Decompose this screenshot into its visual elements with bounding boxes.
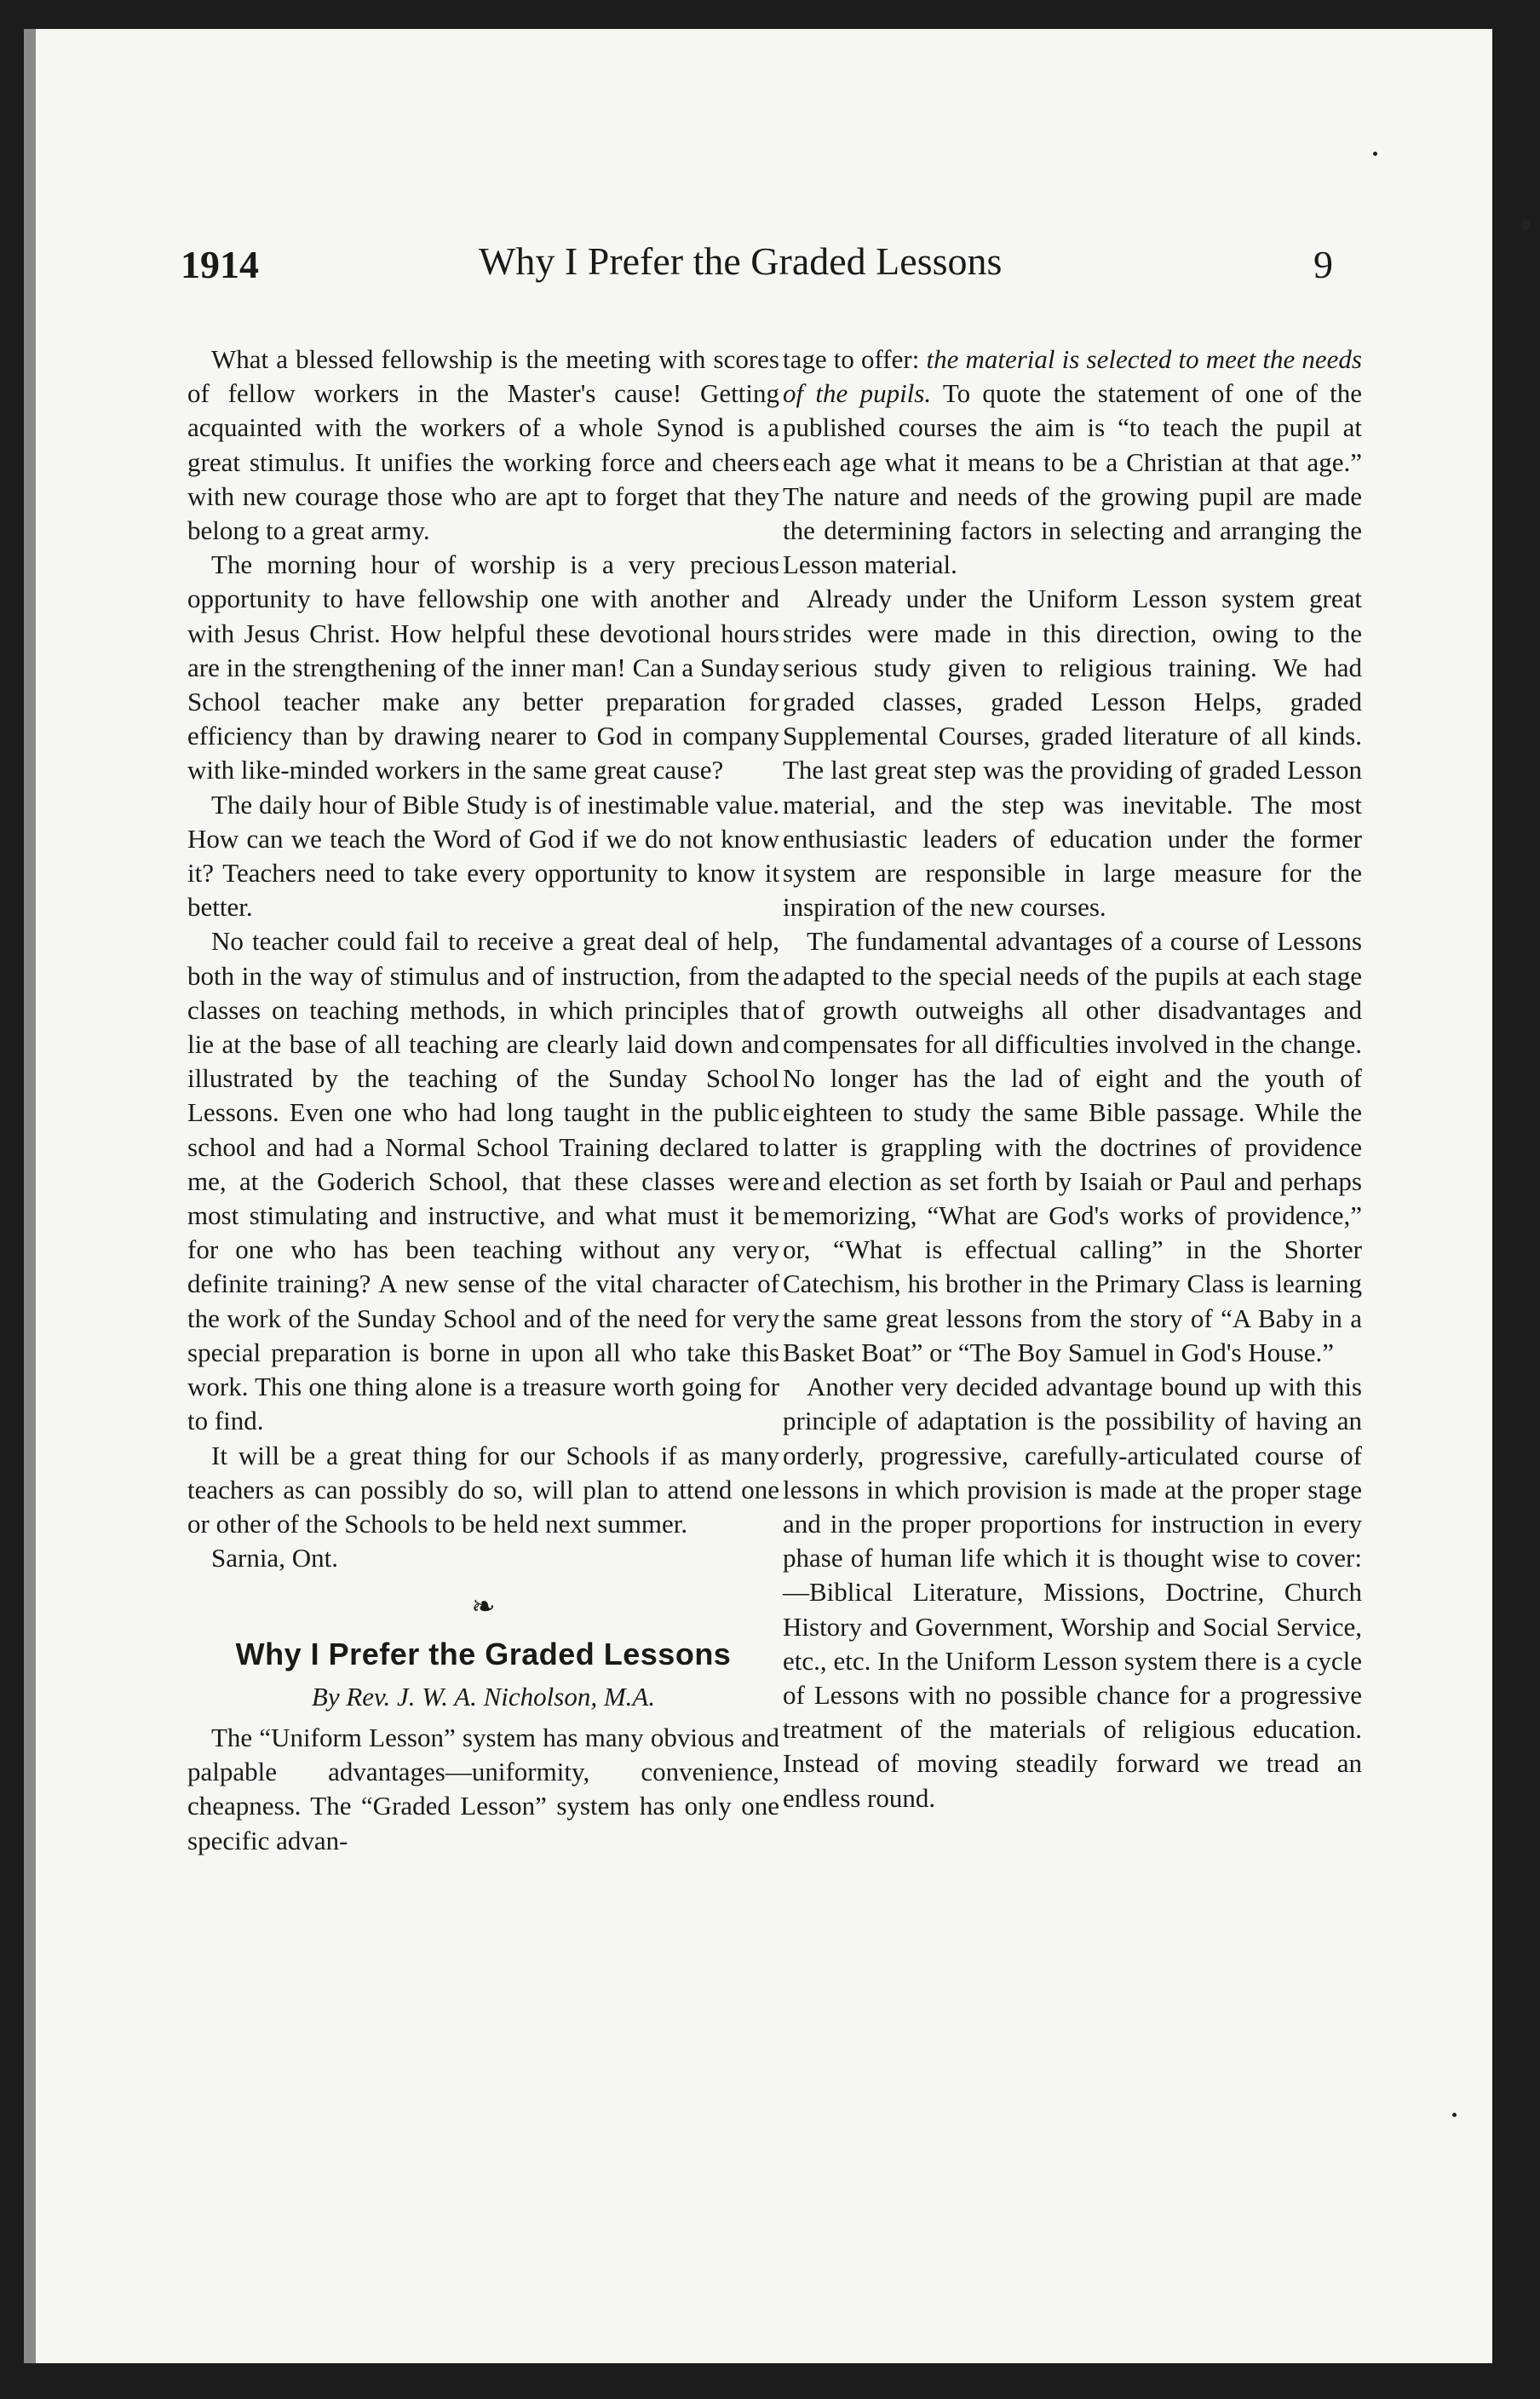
article-title: Why I Prefer the Graded Lessons bbox=[235, 1636, 732, 1671]
page-sheet bbox=[24, 29, 1492, 2363]
article-intro: The “Uniform Lesson” system has many obvious and palpable advantages—uniformity, convenience, cheapness. The “Graded Lesson” system has only one specific advan- bbox=[187, 1722, 779, 1855]
paragraph: Another very decided advantage bound up with this principle of adaptation is the possibility of having an orderly, progressive, carefully-articulated course of lessons in which provision is made at the proper stage and in the proper proportions for instruction in every phase of human life which it is thought wise to cover:—Biblical Literature, Missions, Doctrine, Church History and Government, Worship and Social Service, etc., etc. In the Uniform Lesson system there is a cycle of Lessons with no possible chance for a progressive treatment of the materials of religious education. Instead of moving steadily forward we tread an endless round. bbox=[783, 1372, 1362, 1813]
left-column bbox=[187, 342, 779, 1858]
page-number: 9 bbox=[1313, 243, 1333, 286]
paragraph: The fundamental advantages of a course of Lessons adapted to the special needs of the pupils at each stage of growth outweighs all other disadvantages and compensates for all difficulties involved in the change. No longer has the lad of eight and the youth of eighteen to study the same Bible passage. While the latter is grappling with the doctrines of providence and election as set forth by Isaiah or Paul and perhaps memorizing, “What are God's works of providence,” or, “What is effectual calling” in the Shorter Catechism, his brother in the Primary Class is learning the same great lessons from the story of “A Baby in a Basket Boat” or “The Boy Samuel in God's House.” bbox=[783, 926, 1362, 1367]
scan-speck bbox=[1373, 152, 1377, 156]
scan-speck bbox=[1520, 220, 1531, 230]
para-rest: To quote the statement of one of the published courses the aim is “to teach the pupil at each age what it means to be a Christian at that age.” The nature and needs of the growing pupil are made the determining factors in selecting and arranging the Lesson material. bbox=[783, 378, 1363, 580]
paragraph: The morning hour of worship is a very precious opportunity to have fellowship one with another and with Jesus Christ. How helpful these devotional hours are in the strengthening of the inner man! Can a Sunday School teacher make any better preparation for efficiency than by drawing nearer to God in company with like-minded workers in the same great cause? bbox=[187, 549, 779, 785]
paragraph: It will be a great thing for our Schools if as many teachers as can possibly do so, will plan to attend one or other of the Schools to be held next summer. bbox=[187, 1440, 779, 1539]
paragraph: No teacher could fail to receive a great deal of help, both in the way of stimulus and of instruction, from the classes on teaching methods, in which principles that lie at the base of all teaching are clearly laid down and illustrated by the teaching of the Sunday School Lessons. Even one who had long taught in the public school and had a Normal School Training declared to me, at the Goderich School, that these classes were most stimulating and instructive, and what must it be for one who has been teaching without any very definite training? A new sense of the vital character of the work of the Sunday School and of the need for very special preparation is borne in upon all who take this work. This one thing alone is a treasure worth going for to find. bbox=[187, 926, 779, 1436]
para-start: tage to offer: bbox=[783, 344, 927, 374]
paragraph: What a blessed fellowship is the meeting with scores of fellow workers in the Master's cause! Getting acquainted with the workers of a whole Synod is a great stimulus. It unifies the working force and cheers with new courage those who are apt to forget that they belong to a great army. bbox=[187, 344, 779, 546]
right-column bbox=[783, 342, 1362, 1815]
byline: By Rev. J. W. A. Nicholson, M.A. bbox=[311, 1681, 656, 1712]
continued-paragraph bbox=[783, 342, 1362, 582]
paragraph: The daily hour of Bible Study is of inestimable value. How can we teach the Word of God if we do not know it? Teachers need to take every opportunity to know it better. bbox=[187, 789, 779, 923]
italic-phrase: the material is selected to meet the needs of the pupils. bbox=[783, 344, 1362, 409]
header-year: 1914 bbox=[181, 243, 259, 286]
signoff: Sarnia, Ont. bbox=[211, 1543, 338, 1573]
scan-speck bbox=[1452, 2113, 1457, 2117]
header-title: Why I Prefer the Graded Lessons bbox=[479, 239, 1003, 283]
fleuron-ornament: ❧ bbox=[471, 1591, 496, 1624]
paragraph: Already under the Uniform Lesson system great strides were made in this direction, owing to the serious study given to religious training. We had graded classes, graded Lesson Helps, graded Supplemental Courses, graded literature of all kinds. The last great step was the providing of graded Lesson material, and the step was inevitable. The most enthusiastic leaders of education under the former system are responsible in large measure for the inspiration of the new courses. bbox=[783, 584, 1362, 923]
